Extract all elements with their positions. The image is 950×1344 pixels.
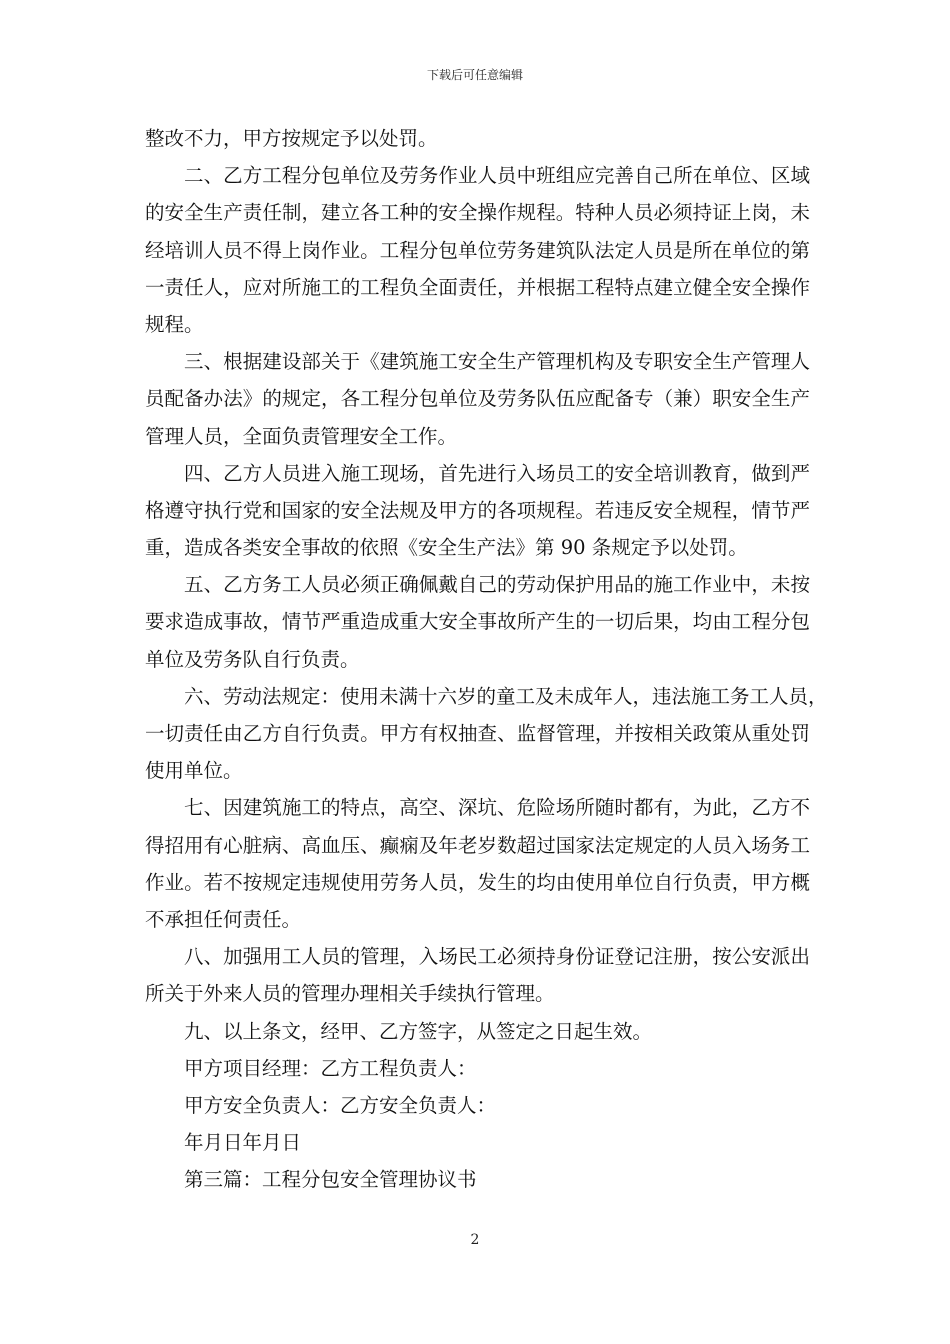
text-line: 的安全生产责任制，建立各工种的安全操作规程。特种人员必须持证上岗，未	[145, 201, 810, 225]
text-line: 一责任人，应对所施工的工程负全面责任，并根据工程特点建立健全安全操作	[145, 275, 810, 299]
text-line: 规程。	[145, 312, 204, 336]
text-line: 甲方项目经理：乙方工程负责人：	[184, 1056, 477, 1080]
text-line: 七、因建筑施工的特点，高空、深坑、危险场所随时都有，为此，乙方不	[184, 796, 810, 820]
document-body	[145, 120, 828, 1198]
text-line: 重，造成各类安全事故的依照《安全生产法》第 90 条规定予以处罚。	[145, 536, 748, 560]
text-line: 得招用有心脏病、高血压、癫痫及年老岁数超过国家法定规定的人员入场务工	[145, 833, 810, 857]
text-line: 所关于外来人员的管理办理相关手续执行管理。	[145, 982, 555, 1006]
text-line: 五、乙方务工人员必须正确佩戴自己的劳动保护用品的施工作业中，未按	[184, 573, 810, 597]
text-line: 六、劳动法规定：使用未满十六岁的童工及未成年人，违法施工务工人员，	[184, 684, 828, 708]
text-line: 整改不力，甲方按规定予以处罚。	[145, 127, 438, 150]
page-header: 下载后可任意编辑	[426, 68, 523, 82]
text-line: 使用单位。	[145, 759, 243, 783]
text-line: 四、乙方人员进入施工现场，首先进行入场员工的安全培训教育，做到严	[184, 461, 810, 485]
text-line: 三、根据建设部关于《建筑施工安全生产管理机构及专职安全生产管理人	[184, 350, 810, 374]
text-line: 单位及劳务队自行负责。	[145, 647, 360, 671]
text-line: 第三篇：工程分包安全管理协议书	[184, 1168, 477, 1192]
text-line: 八、加强用工人员的管理，入场民工必须持身份证登记注册，按公安派出	[184, 945, 810, 969]
text-line: 年月日年月日	[184, 1131, 302, 1155]
text-line: 要求造成事故，情节严重造成重大安全事故所产生的一切后果，均由工程分包	[145, 610, 810, 634]
text-line: 不承担任何责任。	[145, 907, 302, 931]
text-line: 作业。若不按规定违规使用劳务人员，发生的均由使用单位自行负责，甲方概	[145, 870, 810, 894]
text-line: 甲方安全负责人：乙方安全负责人：	[184, 1093, 497, 1117]
text-line: 二、乙方工程分包单位及劳务作业人员中班组应完善自己所在单位、区域	[184, 164, 810, 188]
text-line: 格遵守执行党和国家的安全法规及甲方的各项规程。若违反安全规程，情节严	[145, 498, 810, 522]
page-number: 2	[470, 1232, 480, 1248]
text-line: 管理人员，全面负责管理安全工作。	[145, 424, 458, 448]
text-line: 经培训人员不得上岗作业。工程分包单位劳务建筑队法定人员是所在单位的第	[145, 238, 810, 262]
text-line: 九、以上条文，经甲、乙方签字，从签定之日起生效。	[184, 1019, 653, 1043]
text-line: 员配备办法》的规定，各工程分包单位及劳务队伍应配备专（兼）职安全生产	[145, 387, 810, 411]
text-line: 一切责任由乙方自行负责。甲方有权抽查、监督管理，并按相关政策从重处罚	[145, 722, 810, 745]
